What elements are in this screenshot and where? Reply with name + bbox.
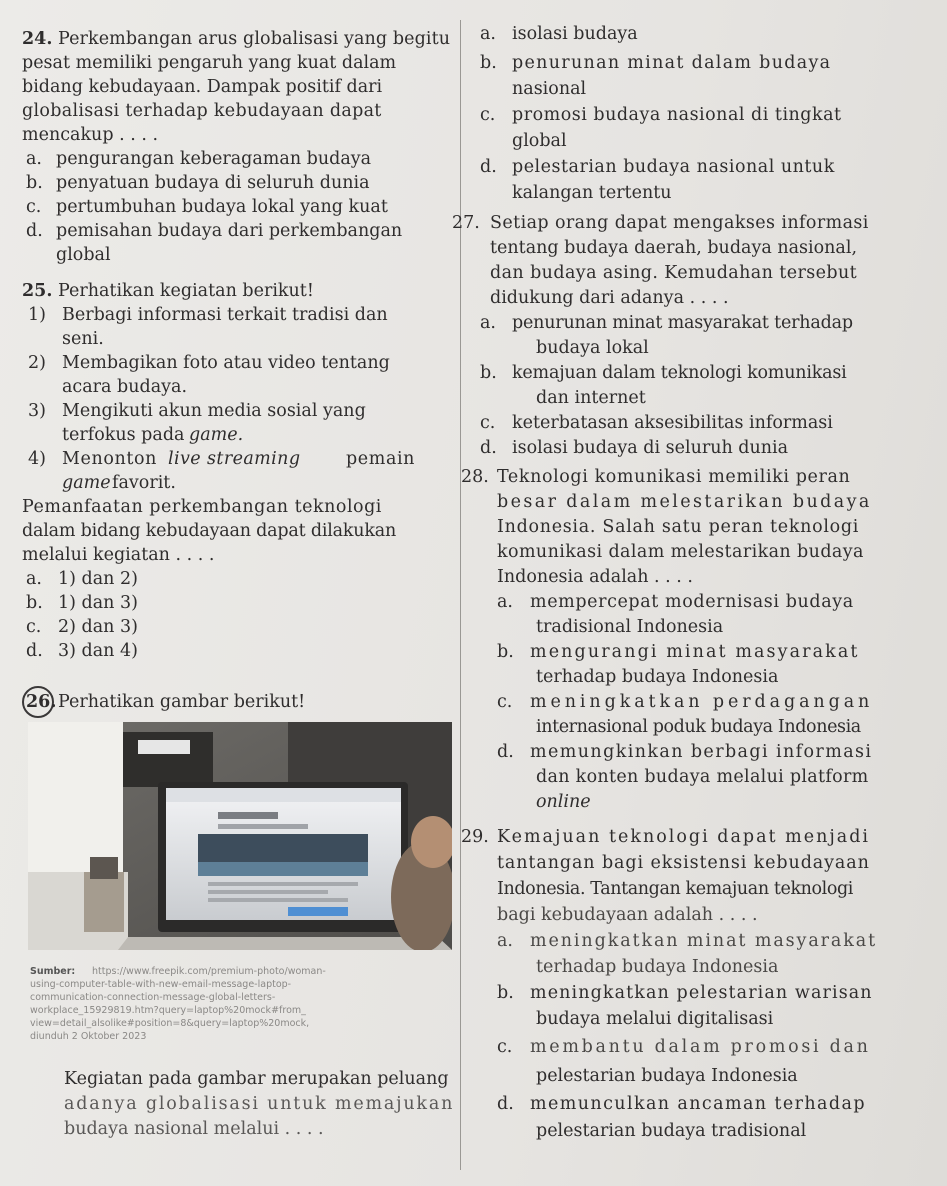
option-text: pelestarian budaya nasional untuk [512,157,835,177]
question-stem-line: bagi kebudayaan adalah . . . . [497,905,758,925]
option-letter: c. [480,105,496,125]
option-letter: d. [497,1094,514,1114]
option-letter: d. [480,157,497,177]
option-letter: a. [480,24,496,44]
option-text: pengurangan keberagaman budaya [56,149,372,169]
list-item-number: 4) [28,449,46,469]
option-letter: d. [26,221,43,241]
question-stem-line: Teknologi komunikasi memiliki peran [497,467,851,487]
question-number: 24. [22,29,53,49]
list-item-number: 3) [28,401,46,421]
option-text: memungkinkan berbagi informasi [530,742,873,762]
option-letter: a. [480,313,496,333]
source-label: Sumber: [30,966,76,977]
option-text: meningkatkan pelestarian warisan [530,983,873,1003]
question-stem-line: Kegiatan pada gambar merupakan peluang [64,1069,449,1089]
question-stem-line: didukung dari adanya . . . . [490,288,729,308]
option-text: pemisahan budaya dari perkembangan [56,221,403,241]
list-item-text: Menonton [62,449,157,469]
question-stem-line: budaya nasional melalui . . . . [64,1119,324,1139]
option-text: 2) dan 3) [58,617,138,637]
option-text: 1) dan 2) [58,569,138,589]
option-letter: b. [26,173,43,193]
option-letter: a. [497,592,513,612]
option-letter: b. [497,983,514,1003]
option-text: 3) dan 4) [58,641,138,661]
option-letter: d. [26,641,43,661]
option-letter: a. [26,149,42,169]
image-source-date: diunduh 2 Oktober 2023 [30,1031,147,1042]
option-text: promosi budaya nasional di tingkat [512,105,842,125]
option-text: terhadap budaya Indonesia [536,957,779,977]
option-text: penurunan minat dalam budaya [512,53,832,73]
option-text: terhadap budaya Indonesia [536,667,779,687]
list-item-number: 2) [28,353,46,373]
question-stem-line: globalisasi terhadap kebudayaan dapat [22,101,382,121]
option-text: isolasi budaya di seluruh dunia [512,438,789,458]
option-text: internasional poduk budaya Indonesia [536,717,861,737]
option-letter: d. [497,742,514,762]
question-number: 27. [452,213,480,233]
option-text: meningkatkan minat masyarakat [530,931,878,951]
option-text: membantu dalam promosi dan [530,1037,871,1057]
list-item-text: seni. [62,329,104,349]
question-stem-line: Setiap orang dapat mengakses informasi [490,213,869,233]
list-item-text: Membagikan foto atau video tentang [62,353,390,373]
option-text: isolasi budaya [512,24,638,44]
option-text: mengurangi minat masyarakat [530,642,860,662]
option-text: dan konten budaya melalui platform [536,767,869,787]
option-text: global [56,245,111,265]
image-source-line: https://www.freepik.com/premium-photo/woman- [92,966,326,977]
list-item-number: 1) [28,305,46,325]
question-stem-line: dan budaya asing. Kemudahan tersebut [490,263,858,283]
question-stem-line: bidang kebudayaan. Dampak positif dari [22,77,383,97]
question-number: 25. [22,281,53,301]
option-text: keterbatasan aksesibilitas informasi [512,413,833,433]
option-text: pelestarian budaya tradisional [536,1121,807,1141]
image-source-line: view=detail_alsolike#position=8&query=laptop%20mock, [30,1018,310,1029]
question-stem-line: adanya globalisasi untuk memajukan [64,1094,455,1114]
question-stem-line: Kemajuan teknologi dapat menjadi [497,827,870,847]
list-item-text: pemain [346,449,416,469]
question-stem-line: Indonesia adalah . . . . [497,567,693,587]
question-stem-line: Perkembangan arus globalisasi yang begitu [58,29,451,49]
image-source-line: using-computer-table-with-new-email-message-laptop- [30,979,292,990]
option-letter: c. [26,617,42,637]
option-letter: c. [497,1037,513,1057]
option-text: pelestarian budaya Indonesia [536,1066,798,1086]
option-letter: b. [26,593,43,613]
question-stem: Perhatikan kegiatan berikut! [58,281,314,301]
question-stem-line: tantangan bagi eksistensi kebudayaan [497,853,870,873]
option-text: penurunan minat masyarakat terhadap [512,313,853,333]
option-text: budaya lokal [536,338,649,358]
list-item-text: favorit. [112,473,176,493]
photo-illustration [28,722,452,950]
list-item-text-italic: game. [189,425,244,445]
question-stem-line: Pemanfaatan perkembangan teknologi [22,497,382,517]
question-stem-line: pesat memiliki pengaruh yang kuat dalam [22,53,397,73]
option-letter: c. [26,197,42,217]
option-text: budaya melalui digitalisasi [536,1009,774,1029]
option-text: nasional [512,79,587,99]
question-stem-line: melalui kegiatan . . . . [22,545,215,565]
option-text: dan internet [536,388,646,408]
question-stem-line: Indonesia. Salah satu peran teknologi [497,517,860,537]
option-letter: c. [497,692,513,712]
option-text: penyatuan budaya di seluruh dunia [56,173,370,193]
option-letter: a. [497,931,513,951]
option-text: memunculkan ancaman terhadap [530,1094,866,1114]
list-item-text-italic: game [62,473,111,493]
option-text: mempercepat modernisasi budaya [530,592,854,612]
option-letter: d. [480,438,497,458]
option-letter: b. [480,363,497,383]
photo-woman-laptop [28,722,452,950]
option-text: pertumbuhan budaya lokal yang kuat [56,197,388,217]
option-text: tradisional Indonesia [536,617,724,637]
option-text: kemajuan dalam teknologi komunikasi [512,363,847,383]
question-stem: Perhatikan gambar berikut! [58,692,306,712]
option-letter: b. [497,642,514,662]
list-item-text-italic: live streaming [168,449,301,469]
image-source-line: workplace_15929819.htm?query=laptop%20mock#from_ [30,1005,306,1016]
question-stem-line: mencakup . . . . [22,125,159,145]
list-item-text: Berbagi informasi terkait tradisi dan [62,305,388,325]
column-divider [460,20,461,1170]
image-source-label [30,966,75,977]
option-letter: b. [480,53,497,73]
question-stem-line: Indonesia. Tantangan kemajuan teknologi [497,879,853,899]
option-letter: c. [480,413,496,433]
option-text-italic: online [536,792,591,812]
list-item-text: acara budaya. [62,377,188,397]
option-text: kalangan tertentu [512,183,672,203]
question-stem-line: dalam bidang kebudayaan dapat dilakukan [22,521,397,541]
list-item-text: terfokus pada [62,425,185,445]
question-stem-line: besar dalam melestarikan budaya [497,492,872,512]
option-letter: a. [26,569,42,589]
question-number: 29. [461,827,489,847]
question-stem-line: tentang budaya daerah, budaya nasional, [490,238,858,258]
list-item-text: Mengikuti akun media sosial yang [62,401,366,421]
question-number: 26. [26,692,57,712]
question-number: 28. [461,467,489,487]
option-text: meningkatkan perdagangan [530,692,874,712]
option-text: 1) dan 3) [58,593,138,613]
option-text: global [512,131,567,151]
image-source-line: communication-connection-message-global-letters- [30,992,276,1003]
question-stem-line: komunikasi dalam melestarikan budaya [497,542,864,562]
